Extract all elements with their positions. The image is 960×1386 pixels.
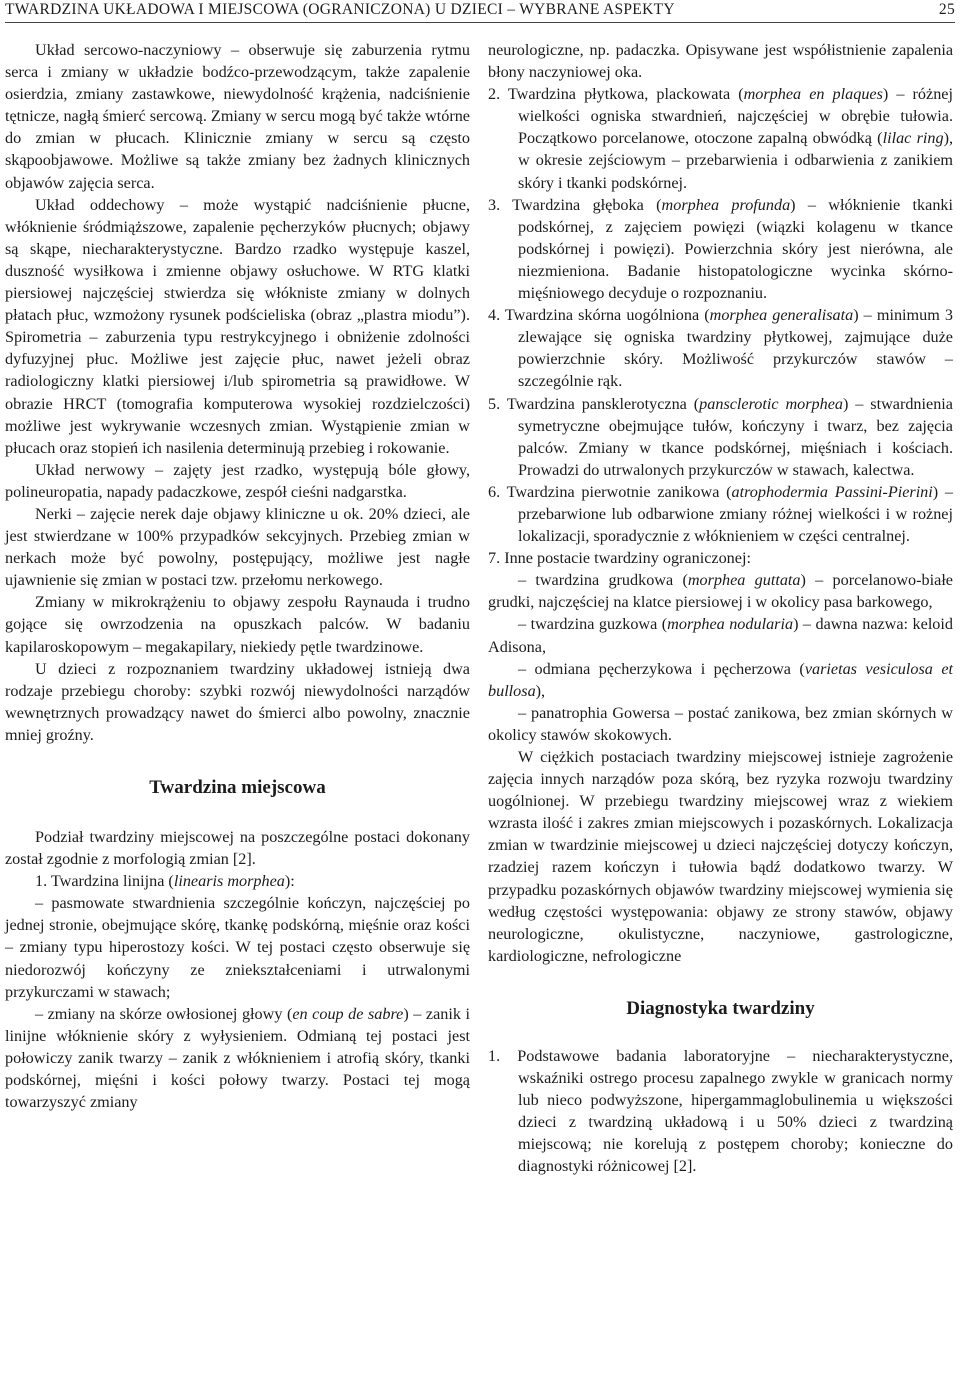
continuation-text: neurologiczne, np. padaczka. Opisywane jest współistnienie zapalenia błony naczyniowej oka.: [488, 41, 953, 82]
left-column: [5, 39, 470, 1113]
sub-item-7b: – twardzina guzkowa (morphea nodularia) – dawna nazwa: keloid Adisona,: [488, 615, 953, 656]
right-column: [488, 39, 953, 1178]
sub-item-7c: – odmiana pęcherzykowa i pęcherzowa (varietas vesiculosa et bullosa),: [488, 659, 954, 700]
header-rule: [5, 22, 955, 23]
list-item-3: 3. Twardzina głęboka (morphea profunda) – włóknienie tkanki podskórnej, z zajęciem powięzi (wiązki kolagenu w tkance podskórnej i powięzi). Powierzchnia skóry jest nierówna, ale niezmieniona. Badanie histopatologiczne wycinka skórno-mięśniowego decyduje o rozpoznaniu.: [488, 195, 954, 303]
paragraph-kidneys: Nerki – zajęcie nerek daje objawy kliniczne u ok. 20% dzieci, ale jest stwierdzane w 100% przypadków sekcyjnych. Przebieg zmian w nerkach może być powolny, postępujący, możliwe jest nagłe ujawnienie się zmian w postaci tzw. przełomu nerkowego.: [5, 504, 470, 590]
section-intro: Podział twardziny miejscowej na poszczególne postaci dokonany został zgodnie z morfologią zmian [2].: [5, 828, 470, 869]
sub-item-1b: – zmiany na skórze owłosionej głowy (en coup de sabre) – zanik i linijne włóknienie skóry z wyłysieniem. Odmianą tej postaci jest połowiczy zanik twarzy – zanik z włóknieniem i atrofią skóry, tkanki podskórnej, mięśni i kości połowy twarzy. Postaci tej mogą towarzyszyć zmiany: [5, 1004, 470, 1112]
list-item-7: 7. Inne postacie twardziny ograniczonej:: [488, 549, 751, 568]
running-title: TWARDZINA UKŁADOWA I MIEJSCOWA (OGRANICZONA) U DZIECI – WYBRANE ASPEKTY: [5, 1, 675, 18]
spacer: [488, 1021, 953, 1045]
spacer: [488, 967, 953, 997]
sub-item-7d: – panatrophia Gowersa – postać zanikowa, bez zmian skórnych w okolicy stawów skokowych.: [488, 703, 953, 744]
spacer: [5, 800, 470, 826]
list-item-5: 5. Twardzina pansklerotyczna (pansclerotic morphea) – stwardnienia symetryczne obejmujące tułów, kończyny i twarz, bez zajęcia palców. Zmiany w tkance podskórnej, mięśniach i kościach. Prowadzi do utrwalonych przykurczów w stawach, kalectwa.: [488, 394, 953, 479]
paragraph-severe-forms: W ciężkich postaciach twardziny miejscowej istnieje zagrożenie zajęcia innych narządów poza skórą, bez ryzyka rozwoju twardziny uogólnionej. W przebiegu twardziny miejscowej wraz z wiekiem wzrasta ilość i zakres zmian miejscowych i pozaskórnych. Lokalizacja zmian w twardzinie miejscowej u dzieci najczęściej dotyczy kończyn, rzadziej razem kończyn i tułowia bądź dodatkowo twarzy. W przypadku pozaskórnych objawów twardziny miejscowej wymienia się według częstości występowania: objawy ze strony stawów, objawy neurologiczne, okulistyczne, naczyniowe, gastrologiczne, kardiologiczne, nefrologiczne: [488, 748, 953, 965]
section-heading-diagnostics: Diagnostyka twardziny: [626, 997, 815, 1019]
paragraph-microcirculation: Zmiany w mikrokrążeniu to objawy zespołu Raynauda i trudno gojące się owrzodzenia na opuszkach palców. W badaniu kapilaroskopowym – megakapilary, niekiedy pętle twardzinowe.: [5, 593, 470, 656]
list-item-4: 4. Twardzina skórna uogólniona (morphea generalisata) – minimum 3 zlewające się ogniska twardziny płytkowej, zajmujące duże powierzchnie skóry. Możliwość przykurczów stawów – szczególnie rąk.: [488, 306, 953, 391]
sub-item-7a: – twardzina grudkowa (morphea guttata) – porcelanowo-białe grudki, najczęściej na klatce piersiowej i w okolicy pasa barkowego,: [488, 571, 953, 612]
page-number: 25: [938, 1, 955, 18]
list-item-1: 1. Twardzina linijna (linearis morphea):: [35, 872, 295, 891]
list-item-6: 6. Twardzina pierwotnie zanikowa (atrophodermia Passini-Pierini) – przebarwione lub odbarwione zmiany różnej wielkości i w rożnej lokalizacji, sporadycznie z włóknieniem w części centralnej.: [488, 482, 953, 546]
diagnostics-item-1: 1. Podstawowe badania laboratoryjne – niecharakterystyczne, wskaźniki ostrego procesu zapalnego zwykle w granicach normy lub nieco podwyższone, hipergammaglobulinemia u większości dzieci z twardziną układową i u 50% dzieci z twardziną miejscową; nie korelują z postępem choroby; konieczne do diagnostyki różnicowej [2].: [488, 1046, 953, 1176]
list-item-2: 2. Twardzina płytkowa, plackowata (morphea en plaques) – różnej wielkości ogniska stwardnień, najczęściej w obrębie tułowia. Początkowo porcelanowe, otoczone zapalną obwódką (lilac ring), w okresie zejściowym – przebarwienia i odbarwienia z zanikiem skóry i tkanki podskórnej.: [488, 85, 953, 192]
spacer: [5, 746, 470, 776]
paragraph-respiratory: Układ oddechowy – może wystąpić nadciśnienie płucne, włóknienie śródmiąższowe, zapalenie pęcherzyków płucnych; objawy są skąpe, niecharakterystyczne. Bardzo rzadko występuje kaszel, duszność wysiłkowa i zmienne objawy osłuchowe. W RTG klatki piersiowej najczęściej stwierdza się włókniste zmiany w dolnych płatach płuc, wzmożony rysunek podścieliska (obraz „plastra miodu”). Spirometria – zaburzenia typu restrykcyjnego i obniżenie zdolności dyfuzyjnej płuc. Możliwe jest zajęcie płuc, nawet jeżeli obraz radiologiczny klatki piersiowej i/lub spirometria są prawidłowe. W obrazie HRCT (tomografia komputerowa wysokiej rozdzielczości) możliwe jest wykrywanie wczesnych zmian. Wystąpienie zmian w płucach oraz stopień ich nasilenia determinują przebieg i rokowanie.: [5, 195, 470, 457]
paragraph-course: U dzieci z rozpoznaniem twardziny układowej istnieją dwa rodzaje przebiegu choroby: szybki rozwój niewydolności narządów wewnętrznych prowadzący nawet do śmierci albo powolny, znacznie mniej groźny.: [5, 659, 470, 744]
paragraph-cardiovascular: Układ sercowo-naczyniowy – obserwuje się zaburzenia rytmu serca i zmiany w układzie bodźco-przewodzącym, także zapalenie osierdzia, zmiany zastawkowe, niewydolność krążenia, nadciśnienie tętnicze, nagłą śmierć sercową. Zmiany w sercu mogą być także wtórne do zmian w płucach. Klinicznie zmiany w sercu są często skąpoobjawowe. Możliwe są także zmiany bez żadnych klinicznych objawów zajęcia serca.: [5, 41, 470, 192]
section-heading-localized: Twardzina miejscowa: [149, 777, 326, 798]
paragraph-nervous: Układ nerwowy – zajęty jest rzadko, występują bóle głowy, polineuropatia, napady padaczkowe, zespół cieśni nadgarstka.: [5, 460, 470, 501]
running-header: [5, 0, 955, 21]
sub-item-1a: – pasmowate stwardnienia szczególnie kończyn, najczęściej po jednej stronie, obejmujące skórę, tkankę podskórną, mięśnie oraz kości – zmiany typu hiperostozy kości. W tej postaci często obserwuje się niedorozwój kończyny ze zniekształceniami i utrwalonymi przykurczami w stawach;: [5, 894, 470, 1001]
